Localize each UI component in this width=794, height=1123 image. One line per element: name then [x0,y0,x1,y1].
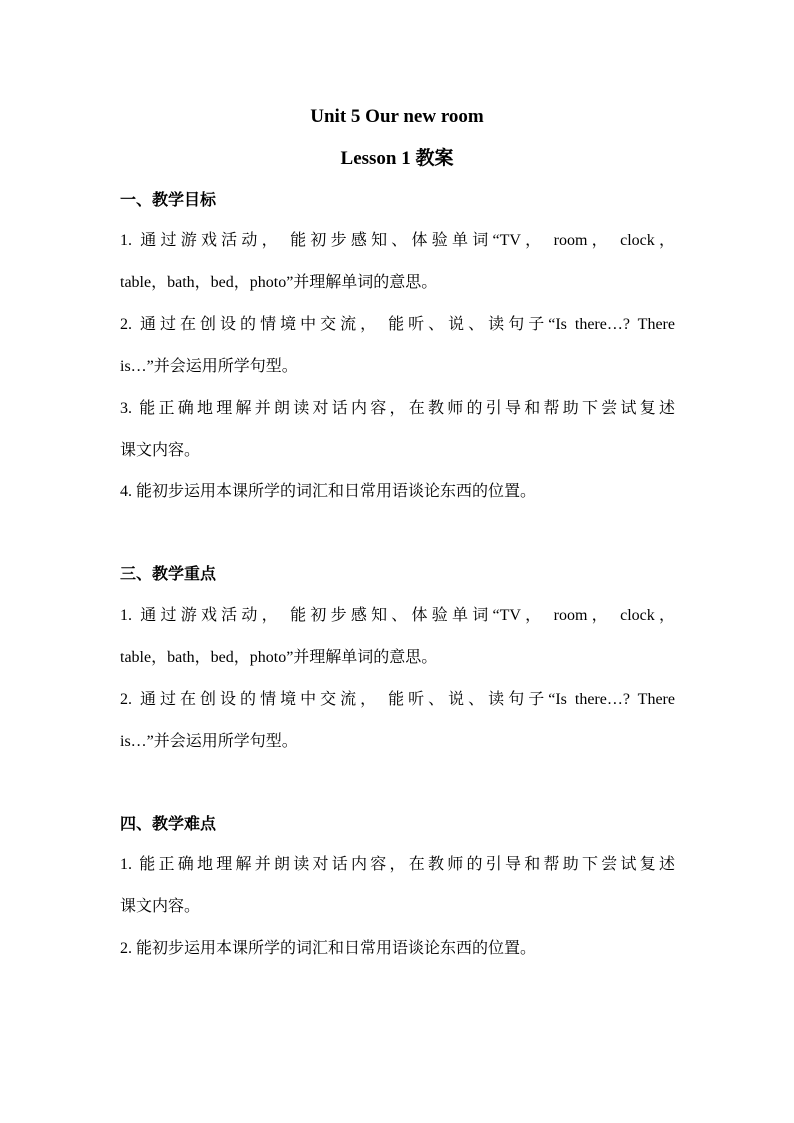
difficulty-item-2 [120,928,675,970]
paragraph-line: table，bath，bed，photo”并理解单词的意思。 [120,649,438,666]
paragraph-line: 4. 能初步运用本课所学的词汇和日常用语谈论东西的位置。 [120,483,537,500]
paragraph-line: is…”并会运用所学句型。 [120,733,298,750]
key-point-item-1 [120,595,675,679]
paragraph-line: 1. 通过游戏活动， 能初步感知、体验单词“TV， room， clock， [120,232,675,249]
paragraph-line: 课文内容。 [120,442,201,459]
objective-item-2 [120,304,675,388]
objective-item-4 [120,471,675,513]
key-point-item-2 [120,679,675,763]
section-heading-objectives: 一、教学目标 [120,192,217,209]
paragraph-line: 1. 通过游戏活动， 能初步感知、体验单词“TV， room， clock， [120,607,675,624]
objective-item-3 [120,388,675,472]
section-heading-difficulties: 四、教学难点 [120,816,217,833]
paragraph-line: 2. 通过在创设的情境中交流， 能听、说、读句子“Is there…? There [120,691,675,708]
paragraph-line: 3. 能正确地理解并朗读对话内容，在教师的引导和帮助下尝试复述 [120,400,675,417]
document-title: Unit 5 Our new room [310,106,484,127]
paragraph-line: 课文内容。 [120,898,201,915]
section-heading-key-points: 三、教学重点 [120,566,217,583]
paragraph-line: 2. 通过在创设的情境中交流， 能听、说、读句子“Is there…? There [120,316,675,333]
paragraph-line: 2. 能初步运用本课所学的词汇和日常用语谈论东西的位置。 [120,940,537,957]
paragraph-line: is…”并会运用所学句型。 [120,358,298,375]
difficulty-item-1 [120,844,675,928]
objective-item-1 [120,220,675,304]
paragraph-line: table，bath，bed，photo”并理解单词的意思。 [120,274,438,291]
lesson-subtitle: Lesson 1 教案 [340,148,454,169]
paragraph-line: 1. 能正确地理解并朗读对话内容，在教师的引导和帮助下尝试复述 [120,856,675,873]
